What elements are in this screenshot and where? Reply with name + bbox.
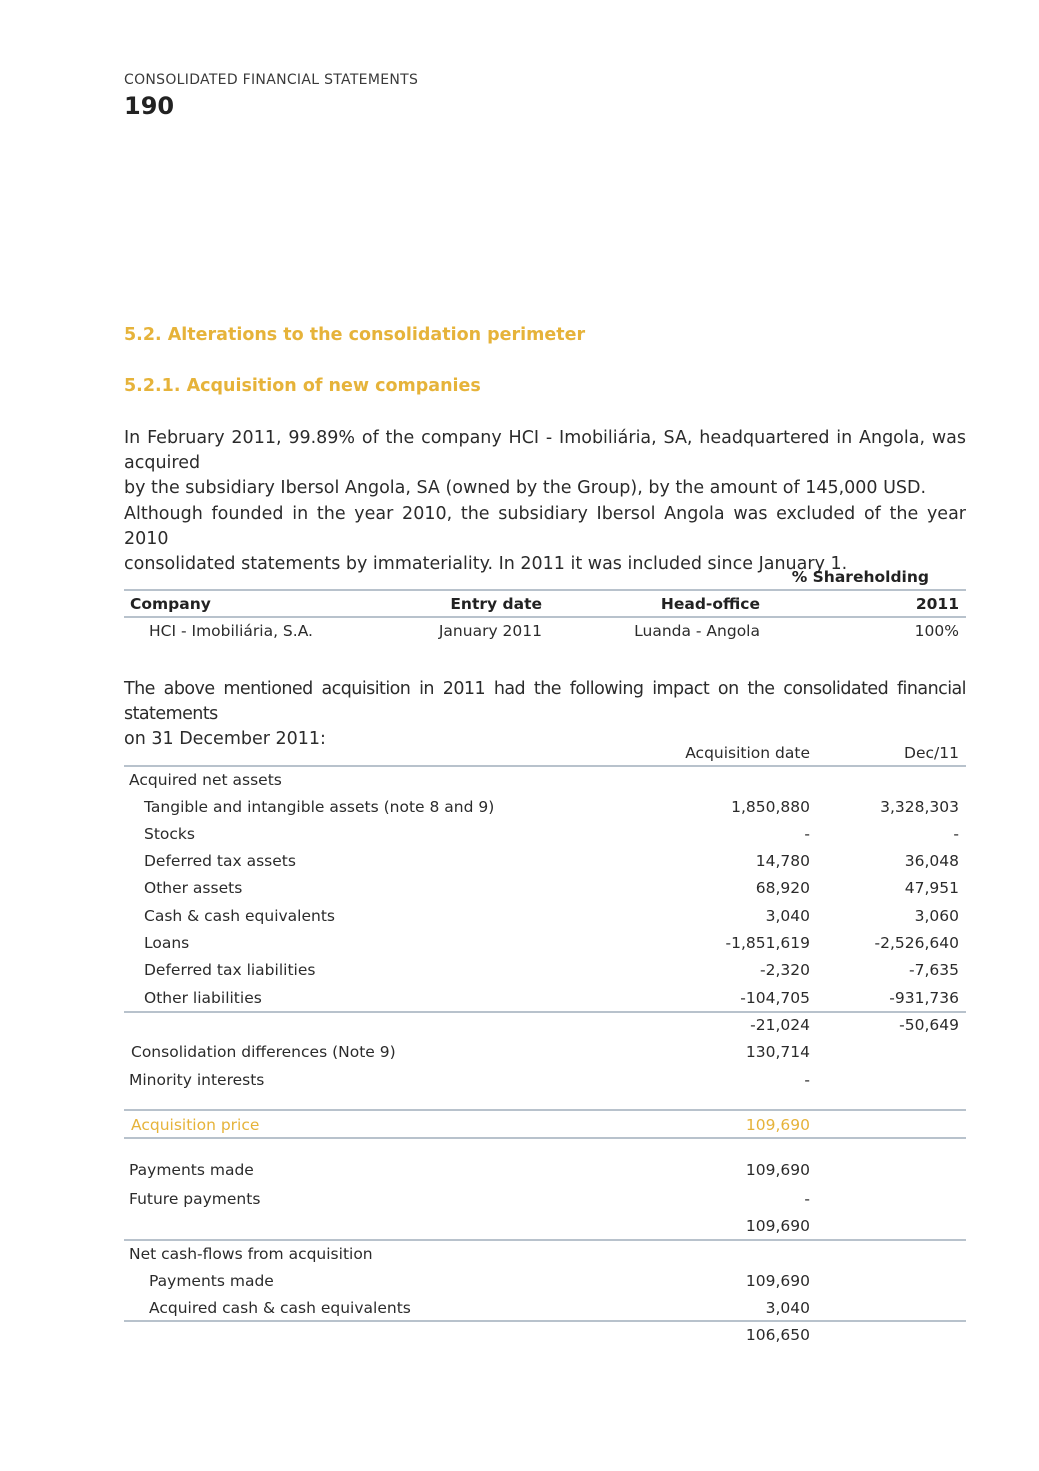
acquisition-price-label: Acquisition price: [131, 1116, 260, 1134]
table-rule: [124, 1137, 966, 1139]
column-header-entry-date: Entry date: [450, 595, 542, 613]
column-header-company: Company: [130, 595, 211, 613]
row-label: Cash & cash equivalents: [144, 907, 336, 925]
future-payments-label: Future payments: [129, 1190, 261, 1208]
cell-acquisition: 3,040: [765, 1299, 810, 1317]
paragraph-line: on 31 December 2011:: [124, 729, 326, 749]
column-header-acquisition-date: Acquisition date: [685, 744, 810, 762]
cell-acquisition: 1,850,880: [731, 798, 810, 816]
table-rule: [124, 616, 966, 618]
paragraph-consolidation-note: [124, 502, 966, 577]
consolidation-differences-label: Consolidation differences (Note 9): [131, 1043, 396, 1061]
section-heading: 5.2. Alterations to the consolidation perimeter: [124, 325, 586, 345]
cell-acquisition: 14,780: [755, 852, 810, 870]
acquisition-price-value: 109,690: [745, 1116, 810, 1134]
net-cash-flows-total: 106,650: [745, 1326, 810, 1344]
minority-interests-value: -: [804, 1071, 810, 1089]
future-payments-value: -: [804, 1190, 810, 1208]
column-header-head-office: Head-office: [660, 595, 760, 613]
cell-dec11: 3,060: [914, 907, 959, 925]
cell-dec11: 36,048: [904, 852, 959, 870]
cell-company: HCI - Imobiliária, S.A.: [149, 622, 313, 640]
shareholding-group-header: % Shareholding: [791, 568, 929, 586]
net-cash-flows-label: Net cash-flows from acquisition: [129, 1245, 373, 1263]
consolidation-differences-value: 130,714: [745, 1043, 810, 1061]
paragraph-acquisition: [124, 426, 966, 501]
column-header-dec11: Dec/11: [904, 744, 959, 762]
row-label: Deferred tax liabilities: [144, 961, 316, 979]
row-label: Payments made: [149, 1272, 274, 1290]
cell-acquisition: 3,040: [765, 907, 810, 925]
group-label: Acquired net assets: [129, 771, 282, 789]
cell-dec11: -2,526,640: [874, 934, 959, 952]
table-rule: [124, 1320, 966, 1322]
cell-dec11: -7,635: [909, 961, 959, 979]
cell-acquisition: 68,920: [755, 879, 810, 897]
row-label: Stocks: [144, 825, 195, 843]
payments-made-label: Payments made: [129, 1161, 254, 1179]
row-label: Acquired cash & cash equivalents: [149, 1299, 411, 1317]
paragraph-line: consolidated statements by immateriality. In 2011 it was included since January 1.: [124, 554, 848, 574]
cell-acquisition: -1,851,619: [725, 934, 810, 952]
row-label: Other assets: [144, 879, 243, 897]
cell-shareholding: 100%: [914, 622, 959, 640]
table-rule: [124, 1011, 966, 1013]
cell-entry-date: January 2011: [438, 622, 542, 640]
paragraph-line: Although founded in the year 2010, the subsidiary Ibersol Angola was excluded of the year 2010: [124, 504, 966, 549]
paragraph-line: The above mentioned acquisition in 2011 had the following impact on the consolidated financial statements: [124, 679, 966, 724]
cell-acquisition: -: [804, 825, 810, 843]
cell-dec11: 3,328,303: [880, 798, 959, 816]
row-label: Other liabilities: [144, 989, 262, 1007]
minority-interests-label: Minority interests: [129, 1071, 265, 1089]
row-label: Loans: [144, 934, 190, 952]
payments-total-value: 109,690: [745, 1217, 810, 1235]
cell-dec11: -: [953, 825, 959, 843]
payments-made-value: 109,690: [745, 1161, 810, 1179]
column-header-year: 2011: [915, 595, 959, 613]
cell-dec11: 47,951: [904, 879, 959, 897]
paragraph-impact-intro: [124, 677, 966, 752]
cell-head-office: Luanda - Angola: [634, 622, 760, 640]
table-rule: [124, 765, 966, 767]
subsection-heading: 5.2.1. Acquisition of new companies: [124, 376, 481, 396]
table-rule: [124, 589, 966, 591]
table-rule: [124, 1239, 966, 1241]
paragraph-line: by the subsidiary Ibersol Angola, SA (owned by the Group), by the amount of 145,000 USD.: [124, 478, 927, 498]
paragraph-line: In February 2011, 99.89% of the company HCI - Imobiliária, SA, headquartered in Angola, was acquired: [124, 428, 966, 473]
row-label: Tangible and intangible assets (note 8 and 9): [144, 798, 495, 816]
subtotal-acquisition: -21,024: [750, 1016, 810, 1034]
cell-acquisition: -104,705: [740, 989, 810, 1007]
subtotal-dec11: -50,649: [899, 1016, 959, 1034]
cell-acquisition: -2,320: [760, 961, 810, 979]
row-label: Deferred tax assets: [144, 852, 296, 870]
page-number: 190: [124, 92, 175, 120]
document-section-title: CONSOLIDATED FINANCIAL STATEMENTS: [124, 72, 419, 88]
table-rule: [124, 1109, 966, 1111]
cell-acquisition: 109,690: [745, 1272, 810, 1290]
cell-dec11: -931,736: [889, 989, 959, 1007]
